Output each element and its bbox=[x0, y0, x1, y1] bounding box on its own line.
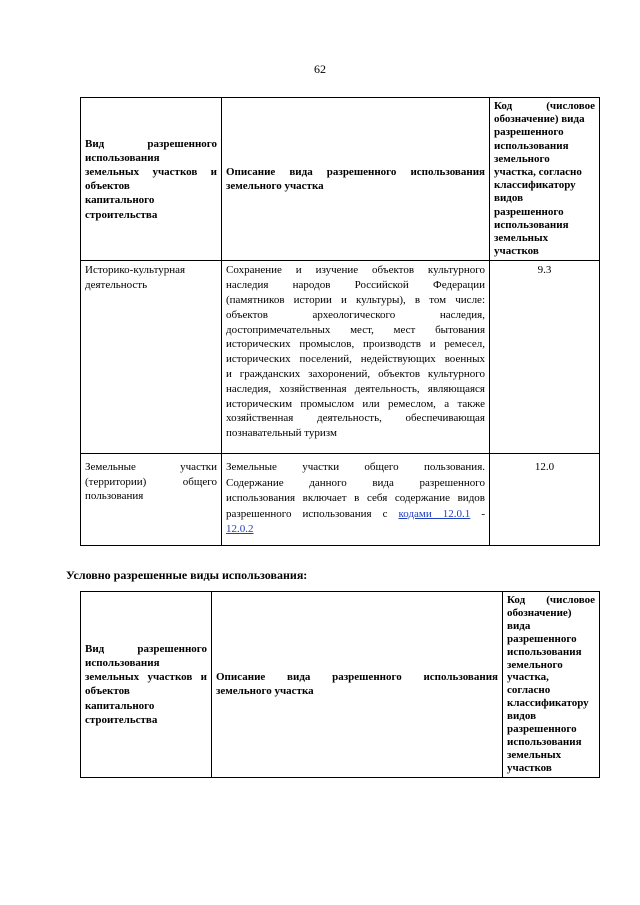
desc-separator: - bbox=[470, 507, 485, 520]
cell-line bbox=[226, 522, 485, 538]
header-description bbox=[212, 592, 503, 778]
cell-line: достопримечательных мест, мест бытования bbox=[226, 323, 485, 336]
header-line: земельных участков и bbox=[85, 166, 217, 179]
cell-line: и гражданских захоронений, объектов культурного bbox=[226, 368, 485, 381]
cell-line bbox=[226, 507, 485, 523]
cell-line: пользования bbox=[85, 489, 144, 502]
description-cell bbox=[222, 454, 490, 546]
header-line: земельного участка bbox=[226, 180, 324, 193]
header-line: вида bbox=[507, 619, 531, 632]
header-line: Вид разрешенного bbox=[85, 137, 217, 150]
cell-line: (территории) общего bbox=[85, 475, 217, 488]
use-type-cell bbox=[81, 261, 222, 454]
code-cell: 12.0 bbox=[490, 454, 600, 546]
description-cell bbox=[222, 261, 490, 454]
header-use-type bbox=[81, 98, 222, 261]
header-line: обозначение) вида bbox=[494, 113, 585, 126]
table-header-row bbox=[81, 98, 600, 261]
header-line: использования bbox=[494, 139, 569, 152]
cell-line: исторических поселений, недействующих военных bbox=[226, 353, 485, 366]
header-line: классификатору bbox=[494, 179, 576, 192]
header-line: строительства bbox=[85, 208, 158, 221]
header-line: Код (числовое bbox=[494, 100, 595, 112]
header-line: использования bbox=[85, 151, 160, 164]
header-line: капитального bbox=[85, 699, 155, 712]
table-row bbox=[81, 261, 600, 454]
header-code bbox=[503, 592, 600, 778]
header-line: использования bbox=[507, 645, 582, 658]
header-line: Код (числовое bbox=[507, 594, 595, 606]
use-type-cell bbox=[81, 454, 222, 546]
header-use-type bbox=[81, 592, 212, 778]
header-line: Описание вида разрешенного использования bbox=[226, 166, 485, 179]
header-line: разрешенного bbox=[507, 632, 577, 645]
header-line: разрешенного bbox=[507, 723, 577, 736]
cell-line: исторических промыслов, производств и ремесел, bbox=[226, 338, 485, 351]
header-line: участков bbox=[507, 761, 552, 774]
table-header-row bbox=[81, 592, 600, 778]
header-description bbox=[222, 98, 490, 261]
header-line: классификатору bbox=[507, 697, 589, 710]
header-line: строительства bbox=[85, 713, 158, 726]
cell-line: Историко-культурная bbox=[85, 264, 186, 277]
permitted-uses-table bbox=[80, 97, 600, 546]
header-line: использования bbox=[85, 656, 160, 669]
desc-text: разрешенного использования с bbox=[226, 507, 399, 520]
cell-line: историческим промыслом или ремеслом, а также bbox=[226, 397, 485, 410]
code-cell: 9.3 bbox=[490, 261, 600, 454]
header-line: земельного bbox=[494, 152, 550, 165]
header-line: объектов bbox=[85, 685, 130, 698]
header-line: объектов bbox=[85, 180, 130, 193]
header-line: капитального bbox=[85, 194, 155, 207]
header-line: использования bbox=[507, 735, 582, 748]
header-line: Описание вида разрешенного использования bbox=[216, 671, 498, 684]
header-line: земельных bbox=[494, 232, 549, 245]
header-line: участка, согласно bbox=[494, 166, 582, 179]
header-line: использования bbox=[494, 218, 569, 231]
section-title: Условно разрешенные виды использования: bbox=[66, 568, 308, 582]
table-row bbox=[81, 454, 600, 546]
cell-line: хозяйственная деятельность, обеспечивающая bbox=[226, 412, 485, 425]
header-line: участка, bbox=[507, 671, 549, 684]
page-number: 62 bbox=[314, 62, 326, 76]
cell-line: Сохранение и изучение объектов культурного bbox=[226, 264, 485, 277]
header-line: Вид разрешенного bbox=[85, 642, 207, 655]
cell-line: Содержание данного вида разрешенного bbox=[226, 476, 485, 489]
header-line: участков bbox=[494, 245, 539, 258]
cell-line: познавательный туризм bbox=[226, 427, 337, 440]
conditionally-permitted-uses-table bbox=[80, 591, 600, 778]
cell-line: Земельные участки bbox=[85, 461, 217, 474]
cell-line: наследия, хозяйственная деятельность, являющаяся bbox=[226, 382, 485, 395]
cell-line: (памятников истории и культуры), в том числе: bbox=[226, 294, 485, 307]
cell-line: Земельные участки общего пользования. bbox=[226, 461, 485, 474]
header-line: земельных bbox=[507, 748, 562, 761]
header-code bbox=[490, 98, 600, 261]
header-line: видов bbox=[494, 192, 524, 205]
header-line: разрешенного bbox=[494, 205, 564, 218]
header-line: согласно bbox=[507, 684, 551, 697]
codes-link-12-0-1[interactable]: кодами 12.0.1 bbox=[398, 507, 471, 520]
codes-link-12-0-2[interactable]: 12.0.2 bbox=[226, 523, 254, 536]
cell-line: объектов археологического наследия, bbox=[226, 308, 485, 321]
header-line: земельного участка bbox=[216, 685, 314, 698]
header-line: обозначение) bbox=[507, 606, 572, 619]
cell-line: наследия народов Российской Федерации bbox=[226, 279, 485, 292]
cell-line: деятельность bbox=[85, 278, 148, 291]
header-line: земельных участков и bbox=[85, 671, 207, 684]
cell-line: использования включает в себя содержание видов bbox=[226, 492, 485, 505]
header-line: земельного bbox=[507, 658, 563, 671]
header-line: разрешенного bbox=[494, 126, 564, 139]
header-line: видов bbox=[507, 710, 537, 723]
